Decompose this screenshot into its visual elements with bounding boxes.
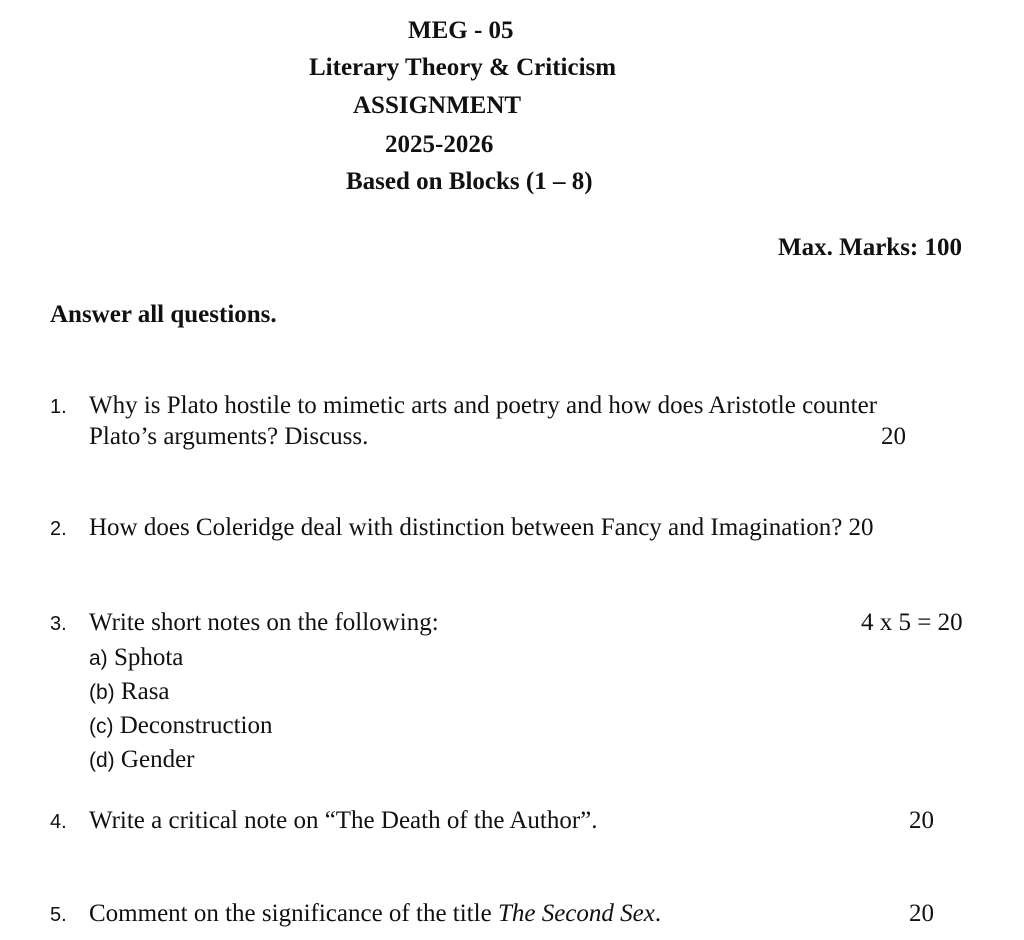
question-text: Write a critical note on “The Death of the Author”. xyxy=(89,807,598,834)
question-marks: 4 x 5 = 20 xyxy=(861,609,963,636)
subpart-item xyxy=(89,678,170,707)
question-marks: 20 xyxy=(909,900,934,927)
question-text-suffix: . xyxy=(654,900,662,927)
question-number: 4. xyxy=(50,811,67,833)
question-marks: 20 xyxy=(881,423,906,450)
question-text-prefix: Comment on the significance of the title xyxy=(89,900,498,927)
subpart-label: a) xyxy=(89,647,108,670)
subpart-item xyxy=(89,712,272,741)
document-type: ASSIGNMENT xyxy=(353,92,522,119)
question-text-line-1: Why is Plato hostile to mimetic arts and poetry and how does Aristotle counter xyxy=(89,392,878,419)
subpart-text: Gender xyxy=(120,746,195,773)
question-text xyxy=(89,900,661,928)
question-text-line-2: Plato’s arguments? Discuss. xyxy=(89,423,369,450)
book-title: The Second Sex xyxy=(497,900,655,927)
subpart-label: (d) xyxy=(89,749,115,772)
question-number: 1. xyxy=(50,396,67,418)
question-text: Write short notes on the following: xyxy=(89,609,439,636)
subpart-text: Rasa xyxy=(120,678,170,705)
subpart-item xyxy=(89,746,195,775)
subpart-text: Deconstruction xyxy=(119,712,273,739)
question-marks: 20 xyxy=(909,807,934,834)
blocks-coverage: Based on Blocks (1 – 8) xyxy=(346,168,593,195)
subpart-item xyxy=(89,644,183,673)
question-number: 5. xyxy=(50,904,67,926)
question-number: 2. xyxy=(50,518,67,540)
instructions: Answer all questions. xyxy=(50,301,277,328)
course-title: Literary Theory & Criticism xyxy=(309,54,617,81)
subpart-label: (c) xyxy=(89,715,114,738)
subpart-label: (b) xyxy=(89,681,115,704)
course-code: MEG - 05 xyxy=(408,17,514,44)
question-text: How does Coleridge deal with distinction between Fancy and Imagination? 20 xyxy=(89,514,874,541)
question-number: 3. xyxy=(50,613,67,635)
subpart-text: Sphota xyxy=(113,644,184,671)
max-marks: Max. Marks: 100 xyxy=(778,234,962,261)
session-year: 2025-2026 xyxy=(385,131,494,158)
